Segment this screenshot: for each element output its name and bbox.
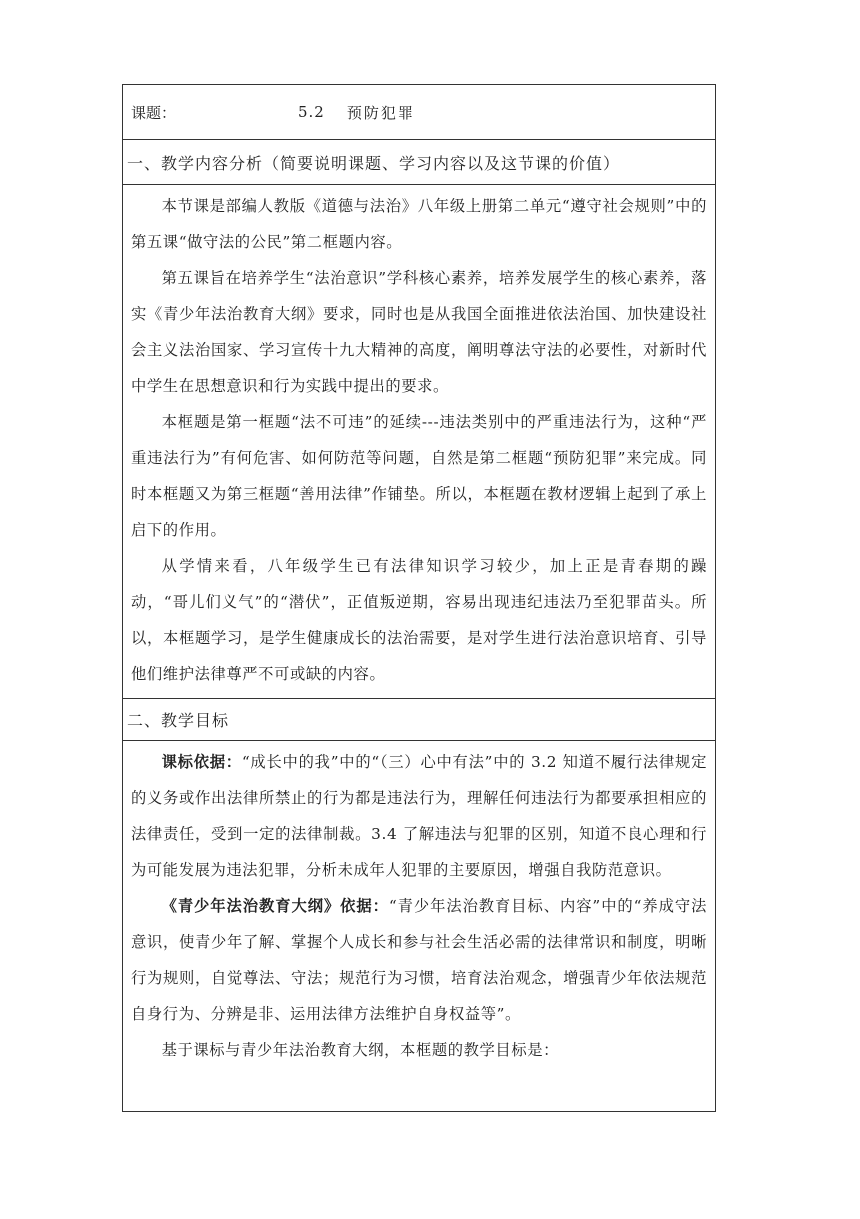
section1-paragraph-4: 从学情来看，八年级学生已有法律知识学习较少，加上正是青春期的躁动，“哥儿们义气”的“潜伏”，正值叛逆期，容易出现违纪违法乃至犯罪苗头。所以，本框题学习，是学生健康成长的法治需要，是对学生进行法治意识培育、引导他们维护法律尊严不可或缺的内容。 <box>131 557 707 683</box>
section1-heading: 一、教学内容分析（简要说明课题、学习内容以及这节课的价值） <box>127 153 621 173</box>
section1-paragraph-2: 第五课旨在培养学生“法治意识”学科核心素养，培养发展学生的核心素养，落实《青少年法治教育大纲》要求，同时也是从我国全面推进依法治国、加快建设社会主义法治国家、学习宣传十九大精神的高度，阐明尊法守法的必要性，对新时代中学生在思想意识和行为实践中提出的要求。 <box>131 269 707 395</box>
outline-basis-lead: 《青少年法治教育大纲》依据： <box>161 897 389 915</box>
section1-content <box>123 185 715 699</box>
curriculum-basis-lead: 课标依据： <box>161 753 242 771</box>
section2-heading: 二、教学目标 <box>127 711 230 730</box>
section2-heading-row <box>123 699 715 741</box>
lesson-plan-table <box>122 84 716 1112</box>
lesson-title-row <box>123 85 715 140</box>
section1-paragraph-3: 本框题是第一框题“法不可违”的延续---违法类别中的严重违法行为，这种“严重违法行为”有何危害、如何防范等问题，自然是第二框题“预防犯罪”来完成。同时本框题又为第三框题“善用法律”作铺垫。所以，本框题在教材逻辑上起到了承上启下的作用。 <box>131 413 707 539</box>
curriculum-basis-paragraph <box>131 744 707 888</box>
section2-content <box>123 741 715 1111</box>
lesson-number: 5.2 <box>298 103 325 121</box>
outline-basis-paragraph <box>131 888 707 1032</box>
lesson-label: 课题： <box>131 103 177 122</box>
lesson-name: 预防犯罪 <box>346 103 415 122</box>
section1-heading-row <box>123 140 715 185</box>
section1-paragraph-1: 本节课是部编人教版《道德与法治》八年级上册第二单元“遵守社会规则”中的第五课“做守法的公民”第二框题内容。 <box>131 197 707 251</box>
outline-basis-text: “青少年法治教育目标、内容”中的“养成守法意识，使青少年了解、掌握个人成长和参与社会生活必需的法律常识和制度，明晰行为规则，自觉尊法、守法；规范行为习惯，培育法治观念，增强青少年依法规范自身行为、分辨是非、运用法律方法维护自身权益等”。 <box>131 897 708 1023</box>
curriculum-basis-text: “成长中的我”中的“（三）心中有法”中的 3.2 知道不履行法律规定的义务或作出法律所禁止的行为都是违法行为，理解任何违法行为都要承担相应的法律责任，受到一定的法律制裁。3.4 了解违法与犯罪的区别，知道不良心理和行为可能发展为违法犯罪，分析未成年人犯罪的主要原因，增强自我防范意识。 <box>131 753 707 879</box>
goals-intro-paragraph: 基于课标与青少年法治教育大纲，本框题的教学目标是： <box>161 1041 560 1059</box>
